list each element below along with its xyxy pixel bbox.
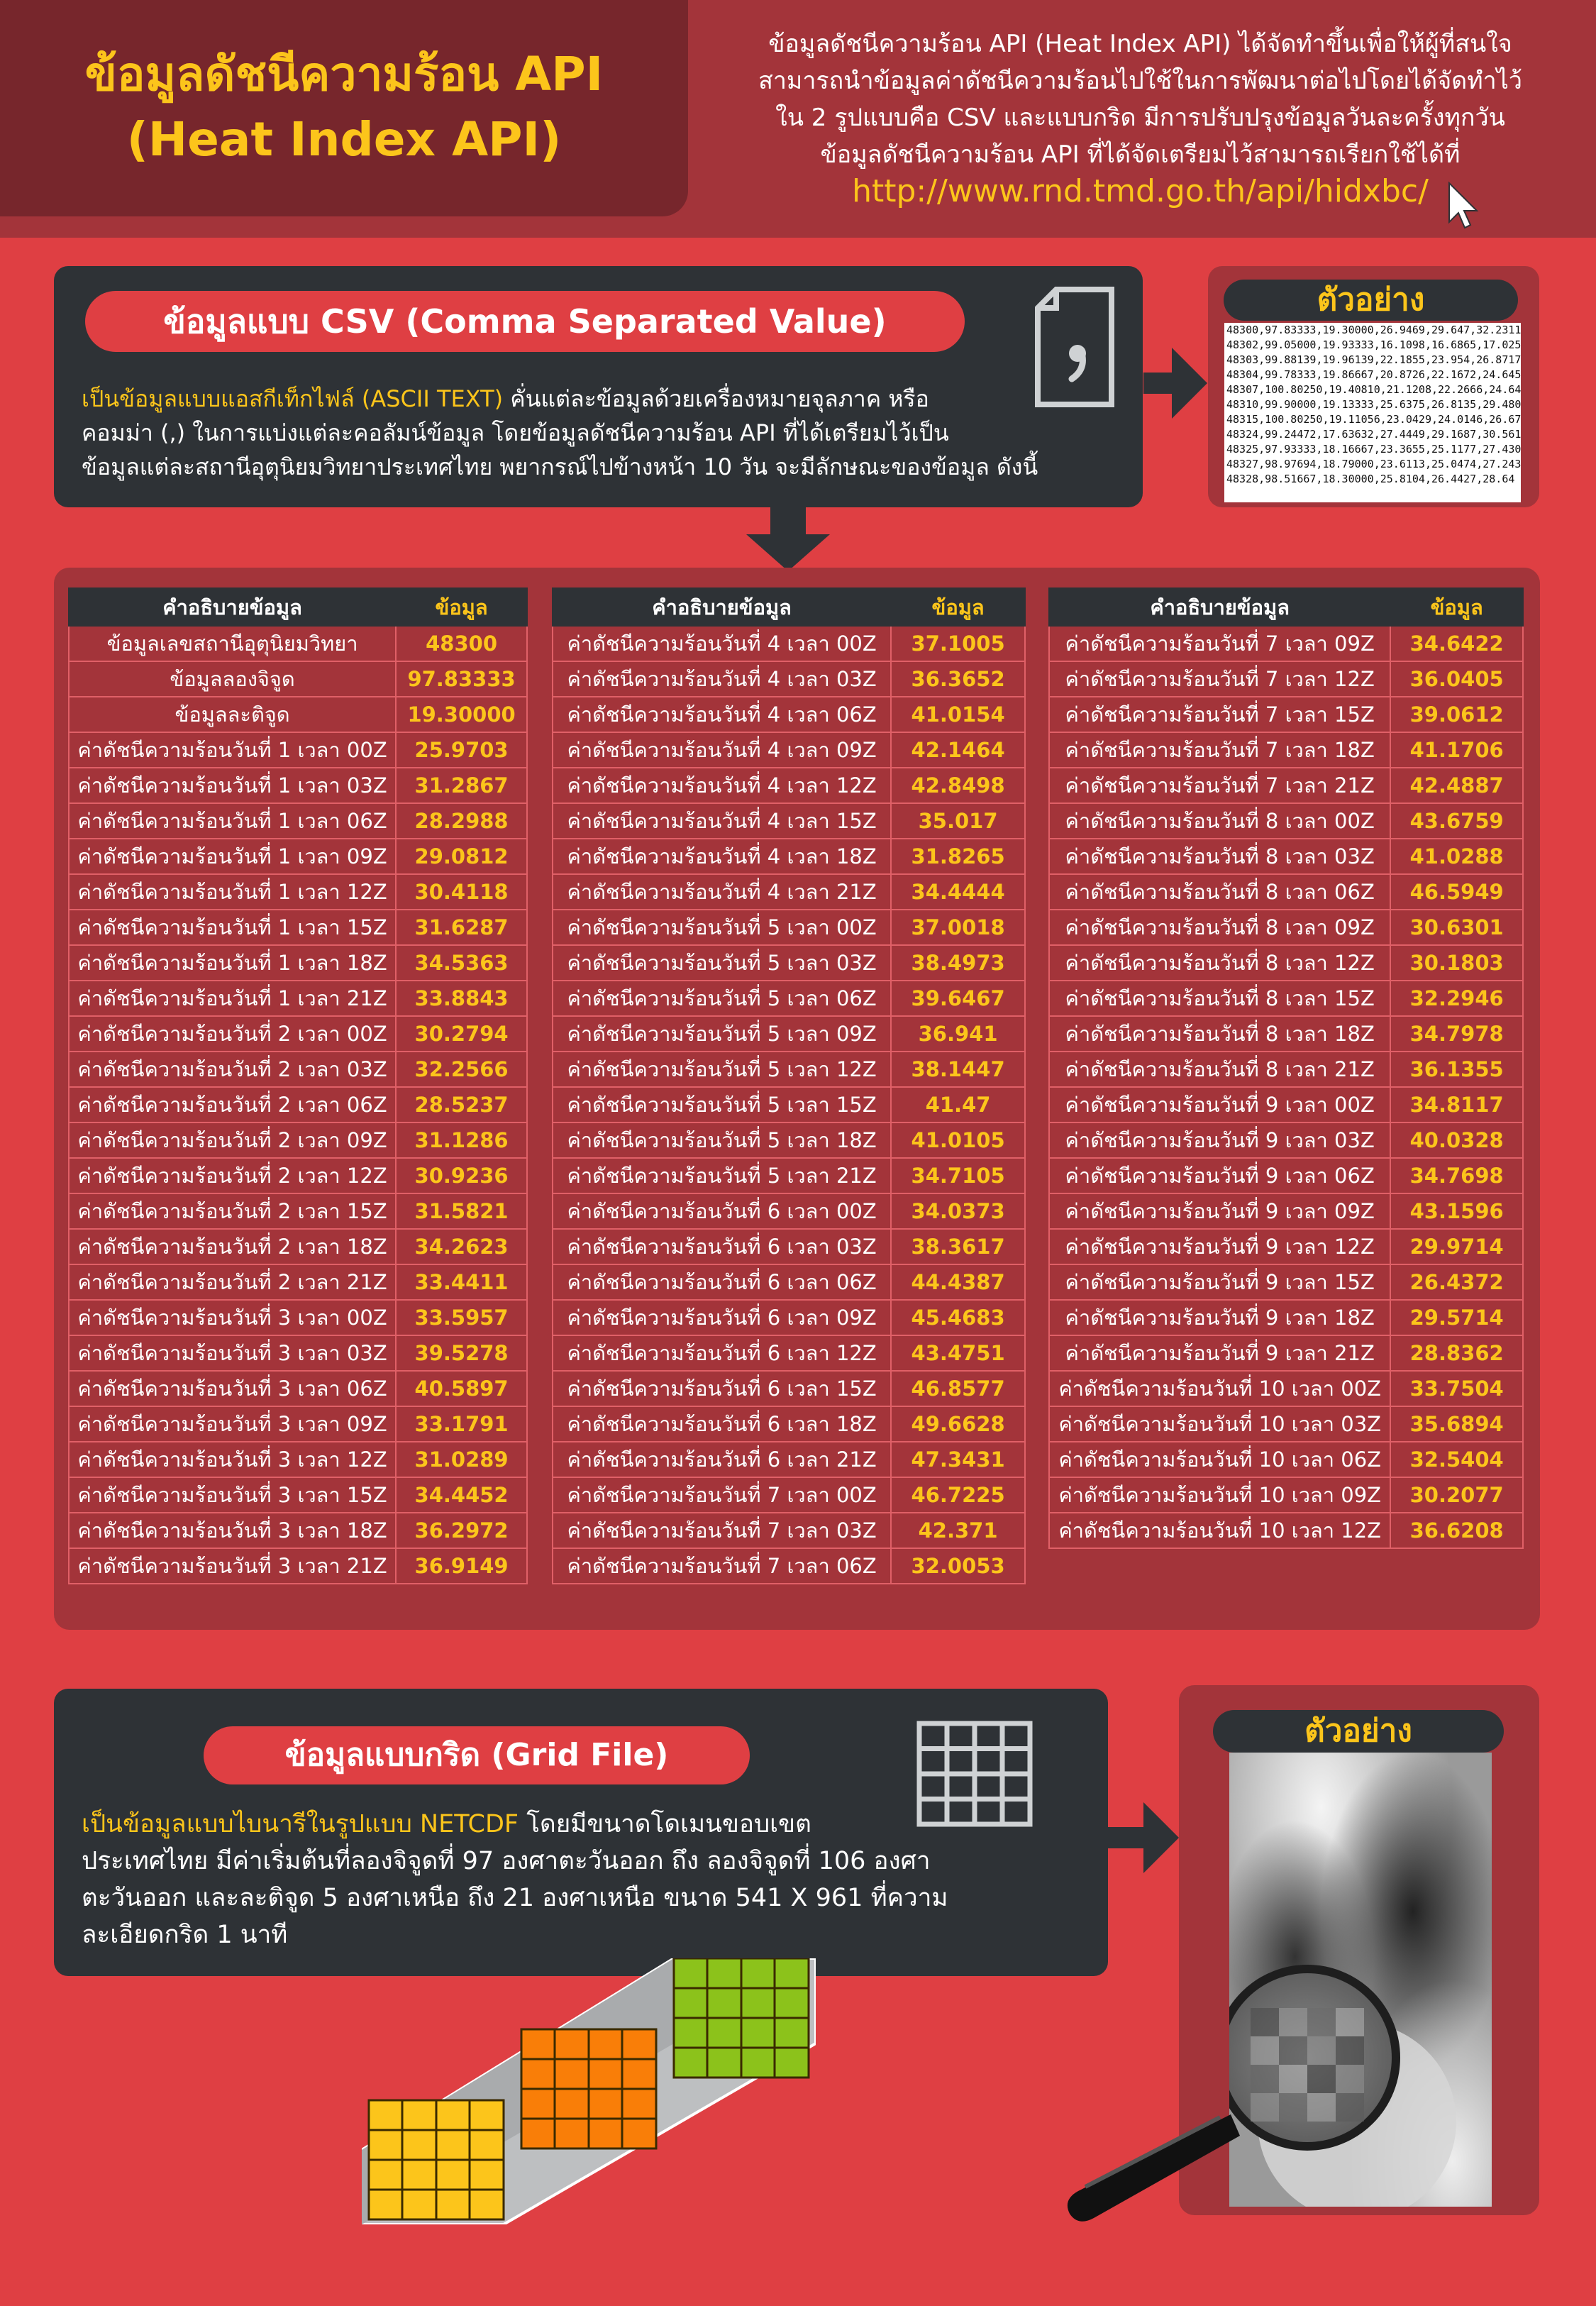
field-description: ค่าดัชนีความร้อนวันที่ 8 เวลา 00Z (1049, 803, 1390, 839)
field-value: 33.1791 (396, 1406, 527, 1442)
arrow-right-icon (1143, 348, 1209, 419)
table-row (1049, 1513, 1523, 1548)
field-value: 34.4444 (891, 874, 1025, 910)
field-description: ค่าดัชนีความร้อนวันที่ 9 เวลา 00Z (1049, 1087, 1390, 1122)
csv-sample-label: ตัวอย่าง (1224, 280, 1518, 321)
field-value: 41.0288 (1390, 839, 1523, 874)
table-row (69, 1300, 527, 1335)
field-value: 33.7504 (1390, 1371, 1523, 1406)
table-row (1049, 1229, 1523, 1264)
column-header-value: ข้อมูล (1390, 588, 1523, 626)
table-row (69, 768, 527, 803)
field-description: ค่าดัชนีความร้อนวันที่ 6 เวลา 09Z (553, 1300, 891, 1335)
field-description: ค่าดัชนีความร้อนวันที่ 8 เวลา 12Z (1049, 945, 1390, 981)
api-url-link[interactable]: http://www.rnd.tmd.go.th/api/hidxbc/ (852, 173, 1429, 209)
field-description: ค่าดัชนีความร้อนวันที่ 8 เวลา 03Z (1049, 839, 1390, 874)
table-row (69, 697, 527, 732)
field-value: 25.9703 (396, 732, 527, 768)
field-description: ค่าดัชนีความร้อนวันที่ 5 เวลา 00Z (553, 910, 891, 945)
field-value: 41.1706 (1390, 732, 1523, 768)
field-description: ค่าดัชนีความร้อนวันที่ 5 เวลา 21Z (553, 1158, 891, 1193)
table-row (553, 945, 1025, 981)
grid-sample-image (1229, 1753, 1492, 2207)
grid-title: ข้อมูลแบบกริด (Grid File) (204, 1726, 750, 1784)
field-value: 39.5278 (396, 1335, 527, 1371)
field-description: ค่าดัชนีความร้อนวันที่ 7 เวลา 12Z (1049, 661, 1390, 697)
field-description: ค่าดัชนีความร้อนวันที่ 9 เวลา 09Z (1049, 1193, 1390, 1229)
field-description: ค่าดัชนีความร้อนวันที่ 5 เวลา 18Z (553, 1122, 891, 1158)
field-value: 39.6467 (891, 981, 1025, 1016)
table-row (1049, 1264, 1523, 1300)
field-description: ค่าดัชนีความร้อนวันที่ 4 เวลา 06Z (553, 697, 891, 732)
field-value: 47.3431 (891, 1442, 1025, 1477)
table-row (69, 1229, 527, 1264)
field-description: ค่าดัชนีความร้อนวันที่ 7 เวลา 00Z (553, 1477, 891, 1513)
field-value: 36.3652 (891, 661, 1025, 697)
field-value: 33.5957 (396, 1300, 527, 1335)
column-header-description: คำอธิบายข้อมูล (69, 588, 396, 626)
field-description: ค่าดัชนีความร้อนวันที่ 4 เวลา 12Z (553, 768, 891, 803)
column-header-description: คำอธิบายข้อมูล (553, 588, 891, 626)
table-row (553, 1477, 1025, 1513)
table-row (553, 626, 1025, 661)
field-description: ค่าดัชนีความร้อนวันที่ 6 เวลา 15Z (553, 1371, 891, 1406)
field-description: ค่าดัชนีความร้อนวันที่ 2 เวลา 21Z (69, 1264, 396, 1300)
table-row (1049, 626, 1523, 661)
table-row (69, 1548, 527, 1584)
table-row (553, 1300, 1025, 1335)
field-value: 32.5404 (1390, 1442, 1523, 1477)
field-description: ค่าดัชนีความร้อนวันที่ 5 เวลา 03Z (553, 945, 891, 981)
table-row (553, 1442, 1025, 1477)
field-value: 34.6422 (1390, 626, 1523, 661)
table-row (553, 1052, 1025, 1087)
field-description: ค่าดัชนีความร้อนวันที่ 4 เวลา 21Z (553, 874, 891, 910)
fields-table-body (553, 626, 1025, 1584)
table-row (69, 1335, 527, 1371)
table-row (553, 1122, 1025, 1158)
field-value: 34.4452 (396, 1477, 527, 1513)
field-description: ค่าดัชนีความร้อนวันที่ 4 เวลา 18Z (553, 839, 891, 874)
column-header-value: ข้อมูล (396, 588, 527, 626)
table-row (69, 1158, 527, 1193)
csv-sample-lines (1224, 323, 1521, 487)
field-value: 34.2623 (396, 1229, 527, 1264)
field-value: 46.7225 (891, 1477, 1025, 1513)
field-description: ค่าดัชนีความร้อนวันที่ 6 เวลา 03Z (553, 1229, 891, 1264)
table-row (1049, 768, 1523, 803)
field-description: ข้อมูลเลขสถานีอุตุนิยมวิทยา (69, 626, 396, 661)
field-value: 37.0018 (891, 910, 1025, 945)
field-description: ค่าดัชนีความร้อนวันที่ 3 เวลา 03Z (69, 1335, 396, 1371)
field-description: ค่าดัชนีความร้อนวันที่ 9 เวลา 18Z (1049, 1300, 1390, 1335)
csv-sample-line: 48300,97.83333,19.30000,26.9469,29.647,32.2311 (1226, 324, 1521, 336)
table-row (1049, 1122, 1523, 1158)
table-row (1049, 945, 1523, 981)
csv-description-line (82, 382, 1131, 416)
field-description: ค่าดัชนีความร้อนวันที่ 2 เวลา 06Z (69, 1087, 396, 1122)
field-value: 36.0405 (1390, 661, 1523, 697)
field-value: 43.6759 (1390, 803, 1523, 839)
field-description: ค่าดัชนีความร้อนวันที่ 10 เวลา 06Z (1049, 1442, 1390, 1477)
field-value: 40.0328 (1390, 1122, 1523, 1158)
table-row (69, 803, 527, 839)
field-value: 30.6301 (1390, 910, 1523, 945)
field-description: ค่าดัชนีความร้อนวันที่ 9 เวลา 15Z (1049, 1264, 1390, 1300)
field-description: ค่าดัชนีความร้อนวันที่ 4 เวลา 09Z (553, 732, 891, 768)
csv-sample-line: 48328,98.51667,18.30000,25.8104,26.4427,28.64 (1226, 473, 1515, 485)
csv-sample-line: 48325,97.93333,18.16667,23.3655,25.1177,27.430 (1226, 443, 1521, 456)
table-row (69, 1122, 527, 1158)
field-description: ค่าดัชนีความร้อนวันที่ 7 เวลา 06Z (553, 1548, 891, 1584)
field-description: ค่าดัชนีความร้อนวันที่ 2 เวลา 03Z (69, 1052, 396, 1087)
field-description: ค่าดัชนีความร้อนวันที่ 1 เวลา 06Z (69, 803, 396, 839)
table-row (1049, 661, 1523, 697)
grid-layers-illustration (362, 1958, 816, 2224)
field-value: 31.1286 (396, 1122, 527, 1158)
field-value: 33.8843 (396, 981, 527, 1016)
header-description-line: ข้อมูลดัชนีความร้อน API (Heat Index API) ได้จัดทำขึ้นเพื่อให้ผู้ที่สนใจ (768, 30, 1512, 58)
table-row (553, 697, 1025, 732)
field-description: ค่าดัชนีความร้อนวันที่ 2 เวลา 12Z (69, 1158, 396, 1193)
field-value: 30.2077 (1390, 1477, 1523, 1513)
field-value: 26.4372 (1390, 1264, 1523, 1300)
field-description: ค่าดัชนีความร้อนวันที่ 9 เวลา 06Z (1049, 1158, 1390, 1193)
field-value: 32.2566 (396, 1052, 527, 1087)
table-row (553, 768, 1025, 803)
field-value: 40.5897 (396, 1371, 527, 1406)
field-value: 31.8265 (891, 839, 1025, 874)
field-value: 36.941 (891, 1016, 1025, 1052)
field-value: 32.0053 (891, 1548, 1025, 1584)
table-row (553, 661, 1025, 697)
table-row (553, 1406, 1025, 1442)
csv-sample-line: 48307,100.80250,19.40810,21.1208,22.2666,24.64 (1226, 383, 1521, 396)
field-description: ค่าดัชนีความร้อนวันที่ 8 เวลา 06Z (1049, 874, 1390, 910)
field-description: ค่าดัชนีความร้อนวันที่ 6 เวลา 12Z (553, 1335, 891, 1371)
table-row (1049, 1300, 1523, 1335)
grid-description (82, 1806, 1082, 1953)
field-description: ค่าดัชนีความร้อนวันที่ 1 เวลา 09Z (69, 839, 396, 874)
table-row (553, 1264, 1025, 1300)
field-value: 31.2867 (396, 768, 527, 803)
table-row (1049, 1371, 1523, 1406)
csv-sample-line: 48324,99.24472,17.63632,27.4449,29.1687,30.561 (1226, 428, 1521, 441)
field-description: ค่าดัชนีความร้อนวันที่ 8 เวลา 15Z (1049, 981, 1390, 1016)
column-header-value: ข้อมูล (891, 588, 1025, 626)
table-row (1049, 910, 1523, 945)
table-row (1049, 1052, 1523, 1087)
table-row (553, 732, 1025, 768)
field-description: ค่าดัชนีความร้อนวันที่ 9 เวลา 03Z (1049, 1122, 1390, 1158)
fields-table-3 (1048, 587, 1524, 1549)
table-row (553, 1229, 1025, 1264)
field-description: ข้อมูลลองจิจูด (69, 661, 396, 697)
field-description: ค่าดัชนีความร้อนวันที่ 10 เวลา 03Z (1049, 1406, 1390, 1442)
field-value: 38.1447 (891, 1052, 1025, 1087)
table-row (1049, 1016, 1523, 1052)
table-row (69, 1193, 527, 1229)
csv-sample-line: 48302,99.05000,19.93333,16.1098,16.6865,17.025 (1226, 338, 1521, 351)
table-row (1049, 1087, 1523, 1122)
table-row (1049, 1193, 1523, 1229)
table-row (69, 945, 527, 981)
field-value: 31.0289 (396, 1442, 527, 1477)
grid-line1-rest: โดยมีขนาดโดเมนขอบเขต (519, 1810, 811, 1838)
field-description: ค่าดัชนีความร้อนวันที่ 8 เวลา 09Z (1049, 910, 1390, 945)
field-description: ค่าดัชนีความร้อนวันที่ 2 เวลา 09Z (69, 1122, 396, 1158)
table-row (69, 626, 527, 661)
field-description: ค่าดัชนีความร้อนวันที่ 7 เวลา 03Z (553, 1513, 891, 1548)
field-description: ค่าดัชนีความร้อนวันที่ 6 เวลา 18Z (553, 1406, 891, 1442)
table-row (69, 910, 527, 945)
field-value: 45.4683 (891, 1300, 1025, 1335)
field-value: 36.6208 (1390, 1513, 1523, 1548)
table-row (553, 910, 1025, 945)
field-description: ค่าดัชนีความร้อนวันที่ 5 เวลา 12Z (553, 1052, 891, 1087)
field-description: ค่าดัชนีความร้อนวันที่ 5 เวลา 06Z (553, 981, 891, 1016)
field-value: 29.0812 (396, 839, 527, 874)
grid-sample-label: ตัวอย่าง (1213, 1710, 1504, 1753)
field-description: ค่าดัชนีความร้อนวันที่ 1 เวลา 15Z (69, 910, 396, 945)
field-description: ค่าดัชนีความร้อนวันที่ 1 เวลา 21Z (69, 981, 396, 1016)
table-row (553, 839, 1025, 874)
field-value: 28.8362 (1390, 1335, 1523, 1371)
field-value: 36.9149 (396, 1548, 527, 1584)
field-value: 36.2972 (396, 1513, 527, 1548)
magnifier-icon (1057, 2107, 1241, 2228)
field-description: ค่าดัชนีความร้อนวันที่ 3 เวลา 09Z (69, 1406, 396, 1442)
table-row (69, 1513, 527, 1548)
field-description: ค่าดัชนีความร้อนวันที่ 1 เวลา 12Z (69, 874, 396, 910)
csv-description-line: คอมม่า (,) ในการแบ่งแต่ละคอลัมน์ข้อมูล โดยข้อมูลดัชนีความร้อน API ที่ได้เตรียมไว้เป็น (82, 419, 949, 446)
csv-highlight: เป็นข้อมูลแบบแอสกีเท็กไฟล์ (ASCII TEXT) (82, 385, 504, 412)
field-description: ข้อมูลละติจูด (69, 697, 396, 732)
table-row (69, 1371, 527, 1406)
field-value: 41.47 (891, 1087, 1025, 1122)
table-row (553, 1016, 1025, 1052)
arrow-down-icon (746, 507, 830, 571)
field-description: ค่าดัชนีความร้อนวันที่ 7 เวลา 21Z (1049, 768, 1390, 803)
csv-line1-rest: คั่นแต่ละข้อมูลด้วยเครื่องหมายจุลภาค หรือ (503, 385, 929, 412)
field-value: 41.0105 (891, 1122, 1025, 1158)
field-value: 19.30000 (396, 697, 527, 732)
field-value: 38.3617 (891, 1229, 1025, 1264)
fields-table-1 (68, 587, 528, 1584)
header-description-line: ข้อมูลดัชนีความร้อน API ที่ได้จัดเตรียมไว้สามารถเรียกใช้ได้ที่ (820, 140, 1461, 169)
field-description: ค่าดัชนีความร้อนวันที่ 3 เวลา 21Z (69, 1548, 396, 1584)
field-value: 97.83333 (396, 661, 527, 697)
field-value: 32.2946 (1390, 981, 1523, 1016)
field-description: ค่าดัชนีความร้อนวันที่ 6 เวลา 06Z (553, 1264, 891, 1300)
header-description (699, 26, 1582, 173)
table-row (69, 981, 527, 1016)
field-value: 34.0373 (891, 1193, 1025, 1229)
table-row (69, 1477, 527, 1513)
table-row (69, 1264, 527, 1300)
field-value: 29.9714 (1390, 1229, 1523, 1264)
table-row (1049, 839, 1523, 874)
header-description-line: ใน 2 รูปแบบคือ CSV และแบบกริด มีการปรับปรุงข้อมูลวันละครั้งทุกวัน (775, 104, 1505, 132)
field-value: 41.0154 (891, 697, 1025, 732)
table-row (553, 1193, 1025, 1229)
field-description: ค่าดัชนีความร้อนวันที่ 3 เวลา 18Z (69, 1513, 396, 1548)
field-value: 43.1596 (1390, 1193, 1523, 1229)
field-value: 44.4387 (891, 1264, 1025, 1300)
field-description: ค่าดัชนีความร้อนวันที่ 2 เวลา 18Z (69, 1229, 396, 1264)
field-value: 39.0612 (1390, 697, 1523, 732)
field-value: 34.7105 (891, 1158, 1025, 1193)
table-row (553, 1513, 1025, 1548)
field-value: 30.4118 (396, 874, 527, 910)
field-value: 37.1005 (891, 626, 1025, 661)
table-row (1049, 1477, 1523, 1513)
field-value: 42.8498 (891, 768, 1025, 803)
table-row (69, 1406, 527, 1442)
table-row (553, 1371, 1025, 1406)
field-value: 30.2794 (396, 1016, 527, 1052)
field-value: 34.8117 (1390, 1087, 1523, 1122)
field-description: ค่าดัชนีความร้อนวันที่ 7 เวลา 09Z (1049, 626, 1390, 661)
page-subtitle: (Heat Index API) (126, 112, 562, 167)
field-description: ค่าดัชนีความร้อนวันที่ 3 เวลา 00Z (69, 1300, 396, 1335)
csv-sample-line: 48303,99.88139,19.96139,22.1855,23.954,26.8717 (1226, 353, 1521, 366)
csv-sample-line: 48327,98.97694,18.79000,23.6113,25.0474,27.243 (1226, 458, 1521, 470)
table-row (1049, 732, 1523, 768)
header-description-line: สามารถนำข้อมูลค่าดัชนีความร้อนไปใช้ในการพัฒนาต่อไปโดยได้จัดทำไว้ (758, 67, 1522, 95)
field-description: ค่าดัชนีความร้อนวันที่ 6 เวลา 00Z (553, 1193, 891, 1229)
csv-title: ข้อมูลแบบ CSV (Comma Separated Value) (85, 291, 965, 352)
grid-description-line: ประเทศไทย มีค่าเริ่มต้นที่ลองจิจูดที่ 97 องศาตะวันออก ถึง ลองจิจูดที่ 106 องศา (82, 1847, 931, 1875)
field-description: ค่าดัชนีความร้อนวันที่ 8 เวลา 18Z (1049, 1016, 1390, 1052)
grid-highlight: เป็นข้อมูลแบบไบนารีในรูปแบบ NETCDF (82, 1810, 519, 1838)
table-row (69, 839, 527, 874)
field-value: 38.4973 (891, 945, 1025, 981)
csv-description-line: ข้อมูลแต่ละสถานีอุตุนิยมวิทยาประเทศไทย พยากรณ์ไปข้างหน้า 10 วัน จะมีลักษณะของข้อมูล ดังนี้ (82, 453, 1038, 480)
field-value: 28.2988 (396, 803, 527, 839)
table-row (553, 1158, 1025, 1193)
grid-description-line: ละเอียดกริด 1 นาที (82, 1921, 288, 1949)
field-description: ค่าดัชนีความร้อนวันที่ 1 เวลา 03Z (69, 768, 396, 803)
csv-sample-line: 48304,99.78333,19.86667,20.8726,22.1672,24.645 (1226, 368, 1521, 381)
field-value: 36.1355 (1390, 1052, 1523, 1087)
table-row (69, 1087, 527, 1122)
field-value: 35.017 (891, 803, 1025, 839)
table-row (1049, 981, 1523, 1016)
table-row (553, 803, 1025, 839)
field-description: ค่าดัชนีความร้อนวันที่ 10 เวลา 12Z (1049, 1513, 1390, 1548)
field-value: 42.371 (891, 1513, 1025, 1548)
field-value: 34.7698 (1390, 1158, 1523, 1193)
column-header-description: คำอธิบายข้อมูล (1049, 588, 1390, 626)
field-description: ค่าดัชนีความร้อนวันที่ 6 เวลา 21Z (553, 1442, 891, 1477)
field-description: ค่าดัชนีความร้อนวันที่ 5 เวลา 15Z (553, 1087, 891, 1122)
fields-table-2 (552, 587, 1026, 1584)
field-value: 46.8577 (891, 1371, 1025, 1406)
field-value: 31.6287 (396, 910, 527, 945)
csv-description (82, 382, 1131, 484)
field-description: ค่าดัชนีความร้อนวันที่ 4 เวลา 15Z (553, 803, 891, 839)
field-description: ค่าดัชนีความร้อนวันที่ 4 เวลา 03Z (553, 661, 891, 697)
field-description: ค่าดัชนีความร้อนวันที่ 9 เวลา 21Z (1049, 1335, 1390, 1371)
field-description: ค่าดัชนีความร้อนวันที่ 8 เวลา 21Z (1049, 1052, 1390, 1087)
table-row (1049, 1442, 1523, 1477)
field-value: 30.9236 (396, 1158, 527, 1193)
field-description: ค่าดัชนีความร้อนวันที่ 9 เวลา 12Z (1049, 1229, 1390, 1264)
table-row (1049, 874, 1523, 910)
csv-sample-line: 48315,100.80250,19.11056,23.0429,24.0146,26.67 (1226, 413, 1521, 426)
table-row (69, 732, 527, 768)
arrow-right-icon (1108, 1802, 1180, 1873)
table-row (69, 1442, 527, 1477)
csv-sample-preview (1224, 323, 1521, 502)
field-value: 42.1464 (891, 732, 1025, 768)
field-value: 42.4887 (1390, 768, 1523, 803)
field-description: ค่าดัชนีความร้อนวันที่ 7 เวลา 15Z (1049, 697, 1390, 732)
field-description: ค่าดัชนีความร้อนวันที่ 4 เวลา 00Z (553, 626, 891, 661)
table-row (553, 874, 1025, 910)
fields-table-body (69, 626, 527, 1584)
field-value: 34.5363 (396, 945, 527, 981)
table-row (1049, 803, 1523, 839)
table-row (69, 1052, 527, 1087)
grid-description-line: ตะวันออก และละติจูด 5 องศาเหนือ ถึง 21 องศาเหนือ ขนาด 541 X 961 ที่ความ (82, 1884, 948, 1912)
field-description: ค่าดัชนีความร้อนวันที่ 3 เวลา 12Z (69, 1442, 396, 1477)
field-value: 35.6894 (1390, 1406, 1523, 1442)
field-description: ค่าดัชนีความร้อนวันที่ 3 เวลา 06Z (69, 1371, 396, 1406)
fields-table-body (1049, 626, 1523, 1548)
field-value: 49.6628 (891, 1406, 1025, 1442)
field-value: 31.5821 (396, 1193, 527, 1229)
field-description: ค่าดัชนีความร้อนวันที่ 10 เวลา 09Z (1049, 1477, 1390, 1513)
table-row (553, 1335, 1025, 1371)
table-row (553, 1087, 1025, 1122)
table-row (1049, 697, 1523, 732)
table-row (1049, 1406, 1523, 1442)
table-row (1049, 1335, 1523, 1371)
field-value: 46.5949 (1390, 874, 1523, 910)
table-row (553, 1548, 1025, 1584)
field-value: 34.7978 (1390, 1016, 1523, 1052)
field-description: ค่าดัชนีความร้อนวันที่ 1 เวลา 18Z (69, 945, 396, 981)
table-row (69, 661, 527, 697)
table-row (69, 1016, 527, 1052)
field-value: 28.5237 (396, 1087, 527, 1122)
field-value: 30.1803 (1390, 945, 1523, 981)
csv-sample-line: 48310,99.90000,19.13333,25.6375,26.8135,29.480 (1226, 398, 1521, 411)
field-value: 29.5714 (1390, 1300, 1523, 1335)
field-description: ค่าดัชนีความร้อนวันที่ 10 เวลา 00Z (1049, 1371, 1390, 1406)
field-description: ค่าดัชนีความร้อนวันที่ 2 เวลา 15Z (69, 1193, 396, 1229)
field-description: ค่าดัชนีความร้อนวันที่ 3 เวลา 15Z (69, 1477, 396, 1513)
field-description: ค่าดัชนีความร้อนวันที่ 7 เวลา 18Z (1049, 732, 1390, 768)
page-title: ข้อมูลดัชนีความร้อน API (84, 47, 604, 101)
mouse-pointer-icon (1447, 181, 1480, 231)
table-row (1049, 1158, 1523, 1193)
field-value: 33.4411 (396, 1264, 527, 1300)
field-value: 48300 (396, 626, 527, 661)
field-description: ค่าดัชนีความร้อนวันที่ 2 เวลา 00Z (69, 1016, 396, 1052)
field-description: ค่าดัชนีความร้อนวันที่ 1 เวลา 00Z (69, 732, 396, 768)
grid-description-line (82, 1806, 1082, 1843)
field-description: ค่าดัชนีความร้อนวันที่ 5 เวลา 09Z (553, 1016, 891, 1052)
table-row (69, 874, 527, 910)
table-row (553, 981, 1025, 1016)
field-value: 43.4751 (891, 1335, 1025, 1371)
